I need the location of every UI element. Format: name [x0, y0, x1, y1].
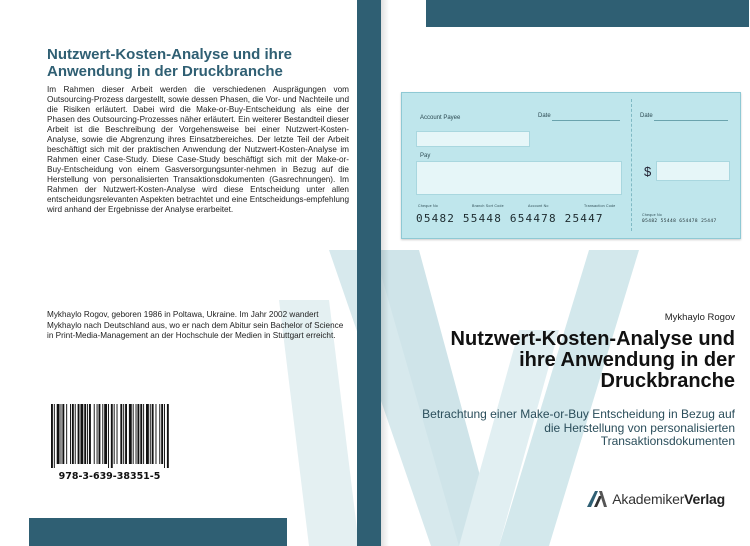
book-cover [29, 0, 749, 546]
front-subtitle: Betrachtung einer Make-or-Buy Entscheidung in Bezug auf die Herstellung von personalisierten Transaktionsdokumenten [422, 407, 735, 448]
book-spine [357, 0, 381, 546]
date-label: Date [538, 113, 551, 119]
cheque-no-label: Cheque No [418, 204, 438, 208]
date-line-right [654, 120, 728, 121]
back-abstract: Im Rahmen dieser Arbeit werden die verschiedenen Ausprägungen vom Outsourcing-Prozess dargestellt, sowie dessen Phasen, die Vor- und Nachteile und die Risiken erläutert. Dabei wird die Make-or-Buy-Entscheidung als eine der Phasen des Outsourcing-Prozesses näher erläutert. Ein weiterer Bestandteil dieser Arbeit ist die Beschreibung der Vorgehensweise bei einer Nutzwert-Kosten-Analyse, sowie die Abgrenzung ihres Einsatzbereiches. Der letzte Teil der Arbeit beschäftigt sich mit der praktischen Anwendung der Nutzwert-Kosten-Analyse im Rahmen einer Case-Study. Diese Case-Study beschäftigt sich mit der Make-or-Buy-Entscheidung von einem Gasversorgungsunter-nehmen in Bezug auf die Herstellung von personalisierten Transaktionsdokumenten (Gasrechnungen). Im Rahmen der Nutzwert-Kosten-Analyse wird diese Entscheidung unter allen entscheidungsrelevanten Aspekten betrachtet und eine Entscheidungs-empfehlung wird anhand der Ergebnisse der Analyse erarbeitet. [47, 85, 349, 214]
back-cover [29, 0, 357, 546]
date-line [552, 120, 620, 121]
front-title: Nutzwert-Kosten-Analyse und ihre Anwendung in der Druckbranche [450, 328, 735, 392]
account-no-label: Account No [528, 204, 549, 208]
pay-label: Pay [420, 153, 431, 159]
publisher-name-part1: Akademiker [612, 491, 685, 507]
cheque-image [401, 92, 741, 239]
back-title: Nutzwert-Kosten-Analyse und ihre Anwendung in der Druckbranche [47, 46, 293, 80]
publisher-name [612, 491, 725, 507]
micr-line: 05482 55448 654478 25447 [416, 212, 604, 225]
cheque-divider [631, 99, 632, 231]
pay-box [416, 161, 622, 195]
isbn-number: 978-3-639-38351-5 [58, 471, 161, 482]
stub-micr: 05482 55448 654478 25447 [642, 219, 717, 224]
account-payee-label: Account Payee [420, 115, 461, 121]
publisher-name-part2: Verlag [684, 491, 725, 507]
author-bio: Mykhaylo Rogov, geboren 1986 in Poltawa, Ukraine. Im Jahr 2002 wandert Mykhaylo nach Deutschland aus, wo er nach dem Abitur sein Bachelor of Science in Print-Media-Management an der Hochschule der Medien in Stuttgart erreicht. [47, 310, 344, 340]
payee-box [416, 131, 530, 147]
front-top-bar [426, 0, 749, 27]
publisher-logo [586, 488, 725, 510]
amount-box [656, 161, 730, 181]
date-label-right: Date [640, 113, 653, 119]
back-bottom-bar [29, 518, 287, 546]
front-cover [381, 0, 749, 546]
transaction-code-label: Transaction Code [584, 204, 616, 208]
dollar-sign: $ [644, 164, 652, 179]
branch-sort-code-label: Branch Sort Code [472, 204, 504, 208]
stub-cheque-label: Cheque No [642, 213, 662, 217]
av-logo-icon [586, 490, 608, 508]
front-author: Mykhaylo Rogov [664, 312, 735, 323]
